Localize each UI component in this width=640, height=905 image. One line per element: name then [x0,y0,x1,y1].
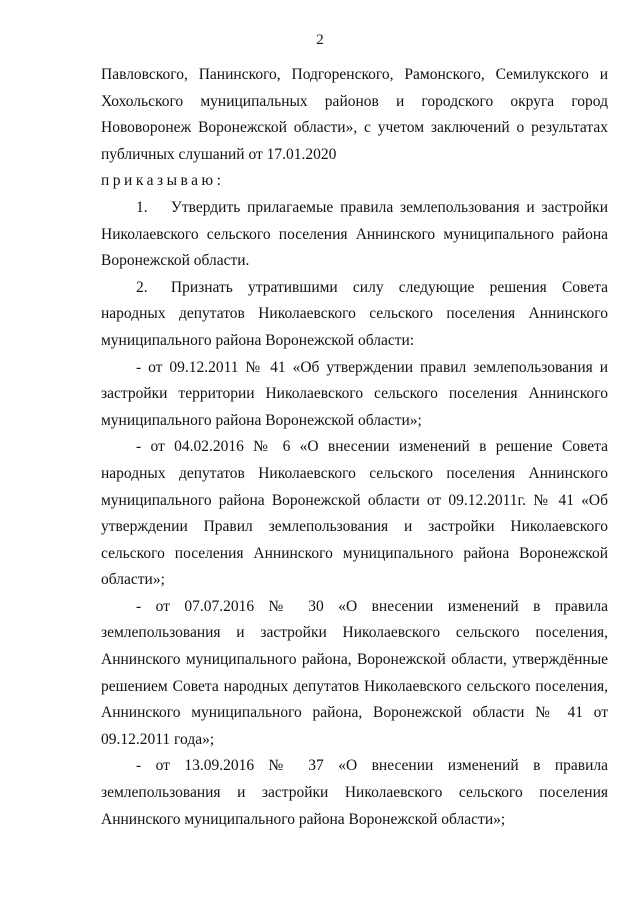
decision-item: - от 09.12.2011 № 41 «Об утверждении правил землепользования и застройки территории Николаевского сельского поселения Аннинского муниципального района Воронежской области»; [101,358,608,429]
page-number: 2 [316,32,324,48]
decision-item: - от 07.07.2016 № 30 «О внесении изменений в правила землепользования и застройки Николаевского сельского поселения, Аннинского муниципального района, Воронежской области, утверждённые решением Совета народных депутатов Николаевского сельского поселения, Аннинского муниципального района, Воронежской области № 41 от 09.12.2011 года»; [101,597,608,748]
intro-paragraph: Павловского, Панинского, Подгоренского, Рамонского, Семилукского и Хохольского муниципальных районов и городского округа город Нововоронеж Воронежской области», с учетом заключений о результатах публичных слушаний от 17.01.2020 [101,66,608,163]
document-body [101,62,608,833]
item-2: 2. Признать утратившими силу следующие решения Совета народных депутатов Николаевского сельского поселения Аннинского муниципального района Воронежской области: [101,278,608,349]
decision-item: - от 13.09.2016 № 37 «О внесении изменений в правила землепользования и застройки Николаевского сельского поселения Аннинского муниципального района Воронежской области»; [101,757,608,828]
item-1: 1. Утвердить прилагаемые правила землепользования и застройки Николаевского сельского поселения Аннинского муниципального района Воронежской области. [101,198,608,270]
decision-item: - от 04.02.2016 № 6 «О внесении изменений в решение Совета народных депутатов Николаевского сельского поселения Аннинского муниципального района Воронежской области от 09.12.2011г. № 41 «Об утверждении Правил землепользования и застройки Николаевского сельского поселения Аннинского муниципального района Воронежской области»; [101,438,608,589]
order-word: приказываю: [101,172,225,190]
